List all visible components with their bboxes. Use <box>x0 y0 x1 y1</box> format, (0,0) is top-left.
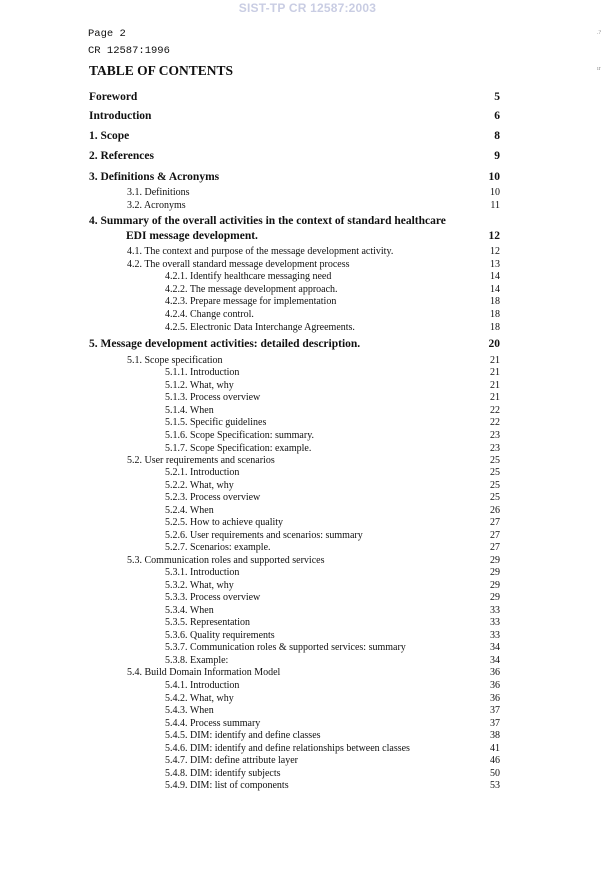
toc-entry-page: 9 <box>494 150 500 162</box>
toc-entry-page: 27 <box>490 530 500 541</box>
toc-entry-title: 5.3.1. Introduction <box>165 567 240 578</box>
toc-entry-page: 27 <box>490 517 500 528</box>
toc-entry-title: 5.4.1. Introduction <box>165 680 240 691</box>
toc-entry-title: 5.4. Build Domain Information Model <box>127 667 281 678</box>
toc-entry-title: 5.1.5. Specific guidelines <box>165 417 267 428</box>
toc-entry-title: 5.3. Communication roles and supported services <box>127 555 325 566</box>
toc-entry-page: 18 <box>490 309 500 320</box>
toc-entry-page: 10 <box>490 187 500 198</box>
toc-entry-page: 8 <box>494 130 500 142</box>
toc-entry-title: 3. Definitions & Acronyms <box>89 171 220 183</box>
toc-entry-page: 36 <box>490 680 500 691</box>
toc-entry-page: 36 <box>490 667 500 678</box>
toc-entry-page: 18 <box>490 296 500 307</box>
toc-entry-title: Foreword <box>89 91 138 103</box>
page-label: Page 2 <box>88 28 126 40</box>
toc-entry-title: 4.2.5. Electronic Data Interchange Agreements. <box>165 322 355 333</box>
toc-entry-title: 5.3.2. What, why <box>165 580 234 591</box>
toc-entry-page: 25 <box>490 455 500 466</box>
toc-entry-page: 46 <box>490 755 500 766</box>
toc-entry-page: 29 <box>490 592 500 603</box>
toc-entry-page: 22 <box>490 405 500 416</box>
toc-entry-page: 29 <box>490 567 500 578</box>
toc-entry-title: 5.4.3. When <box>165 705 214 716</box>
toc-entry-title: 5.2.5. How to achieve quality <box>165 517 284 528</box>
toc-entry-page: 37 <box>490 705 500 716</box>
toc-entry-page: 23 <box>490 430 500 441</box>
toc-entry-title: 5.1. Scope specification <box>127 355 223 366</box>
toc-entry-page: 29 <box>490 555 500 566</box>
toc-entry-page: 41 <box>490 743 500 754</box>
toc-entry-title: 4.2.4. Change control. <box>165 309 254 320</box>
toc-entry-page: 23 <box>490 443 500 454</box>
toc-entry-page: 37 <box>490 718 500 729</box>
toc-entry-page: 11 <box>490 200 500 211</box>
toc-entry-title: 5.4.7. DIM: define attribute layer <box>165 755 299 766</box>
toc-entry-page: 26 <box>490 505 500 516</box>
toc-entry-title: 3.2. Acronyms <box>127 200 186 211</box>
toc-entry-title: 5.1.2. What, why <box>165 380 234 391</box>
toc-entry-page: 25 <box>490 467 500 478</box>
scan-speck: ır <box>597 66 601 72</box>
toc-entry-title: 5.4.9. DIM: list of components <box>165 780 289 791</box>
toc-entry-title: EDI message development. <box>126 230 258 242</box>
toc-entry-page: 33 <box>490 617 500 628</box>
toc-entry-title: 1. Scope <box>89 130 130 142</box>
toc-entry-page: 27 <box>490 542 500 553</box>
toc-entry-page: 14 <box>490 271 500 282</box>
toc-entry-title: 4.1. The context and purpose of the message development activity. <box>127 246 394 257</box>
toc-entry-title: 5.4.4. Process summary <box>165 718 261 729</box>
toc-entry-title: 5.2.1. Introduction <box>165 467 240 478</box>
toc-entry-page: 21 <box>490 380 500 391</box>
toc-entry-page: 34 <box>490 655 500 666</box>
toc-entry-title: 5.1.1. Introduction <box>165 367 240 378</box>
scan-speck: .? <box>597 30 602 36</box>
toc-entry-title: 4.2. The overall standard message development process <box>127 259 350 270</box>
toc-entry-page: 6 <box>494 110 500 122</box>
toc-entry-title: 5.1.3. Process overview <box>165 392 261 403</box>
toc-entry-page: 10 <box>488 171 500 183</box>
toc-entry-page: 53 <box>490 780 500 791</box>
toc-entry-page: 12 <box>488 230 500 242</box>
toc-entry-title: 5.2.4. When <box>165 505 214 516</box>
toc-title: TABLE OF CONTENTS <box>89 63 234 78</box>
toc-entry-title: 5.3.4. When <box>165 605 214 616</box>
toc-entry-title: 5.4.8. DIM: identify subjects <box>165 768 281 779</box>
toc-entry-title: 5.1.7. Scope Specification: example. <box>165 443 312 454</box>
toc-entry-title: 4.2.1. Identify healthcare messaging need <box>165 271 332 282</box>
toc-entry-title: 2. References <box>89 150 154 162</box>
toc-entry-page: 22 <box>490 417 500 428</box>
toc-entry-title: 5.2.2. What, why <box>165 480 234 491</box>
toc-entry-title: 4. Summary of the overall activities in the context of standard healthcare <box>89 215 446 227</box>
toc-entry-title: 5.2.6. User requirements and scenarios: summary <box>165 530 363 541</box>
toc-entry-page: 29 <box>490 580 500 591</box>
toc-entry-title: 3.1. Definitions <box>127 187 190 198</box>
toc-entry-title: 5.3.3. Process overview <box>165 592 261 603</box>
document-id: CR 12587:1996 <box>88 45 170 57</box>
toc-entry-page: 12 <box>490 246 500 257</box>
toc-entry-title: 5.4.5. DIM: identify and define classes <box>165 730 321 741</box>
toc-entry-title: Introduction <box>89 110 152 122</box>
watermark: SIST-TP CR 12587:2003 <box>238 1 377 15</box>
toc-entry-title: 5.3.5. Representation <box>165 617 250 628</box>
toc-entry-page: 33 <box>490 605 500 616</box>
toc-entry-title: 5.3.8. Example: <box>165 655 229 666</box>
toc-entry-page: 38 <box>490 730 500 741</box>
toc-entry-page: 13 <box>490 259 500 270</box>
toc-entry-title: 5.2. User requirements and scenarios <box>127 455 275 466</box>
toc-entry-title: 5.2.3. Process overview <box>165 492 261 503</box>
toc-entry-title: 5.1.4. When <box>165 405 214 416</box>
toc-entry-title: 5.1.6. Scope Specification: summary. <box>165 430 315 441</box>
toc-entry-page: 21 <box>490 355 500 366</box>
toc-entry-title: 5. Message development activities: detailed description. <box>89 338 361 350</box>
toc-entry-page: 14 <box>490 284 500 295</box>
toc-entry-page: 18 <box>490 322 500 333</box>
toc-entry-page: 25 <box>490 480 500 491</box>
toc-entry-page: 50 <box>490 768 500 779</box>
toc-entry-title: 5.3.7. Communication roles & supported services: summary <box>165 642 406 653</box>
toc-entry-page: 20 <box>488 338 500 350</box>
toc-entry-title: 5.2.7. Scenarios: example. <box>165 542 271 553</box>
toc-entry-page: 5 <box>494 91 500 103</box>
toc-entry-page: 25 <box>490 492 500 503</box>
toc-entry-page: 36 <box>490 693 500 704</box>
toc-entry-title: 4.2.3. Prepare message for implementation <box>165 296 337 307</box>
toc-entry-title: 4.2.2. The message development approach. <box>165 284 338 295</box>
toc-entry-title: 5.3.6. Quality requirements <box>165 630 275 641</box>
toc-entry-title: 5.4.6. DIM: identify and define relationships between classes <box>165 743 410 754</box>
toc-entry-page: 21 <box>490 392 500 403</box>
toc-entry-title: 5.4.2. What, why <box>165 693 234 704</box>
toc-entry-page: 21 <box>490 367 500 378</box>
toc-entry-page: 33 <box>490 630 500 641</box>
toc-entry-page: 34 <box>490 642 500 653</box>
